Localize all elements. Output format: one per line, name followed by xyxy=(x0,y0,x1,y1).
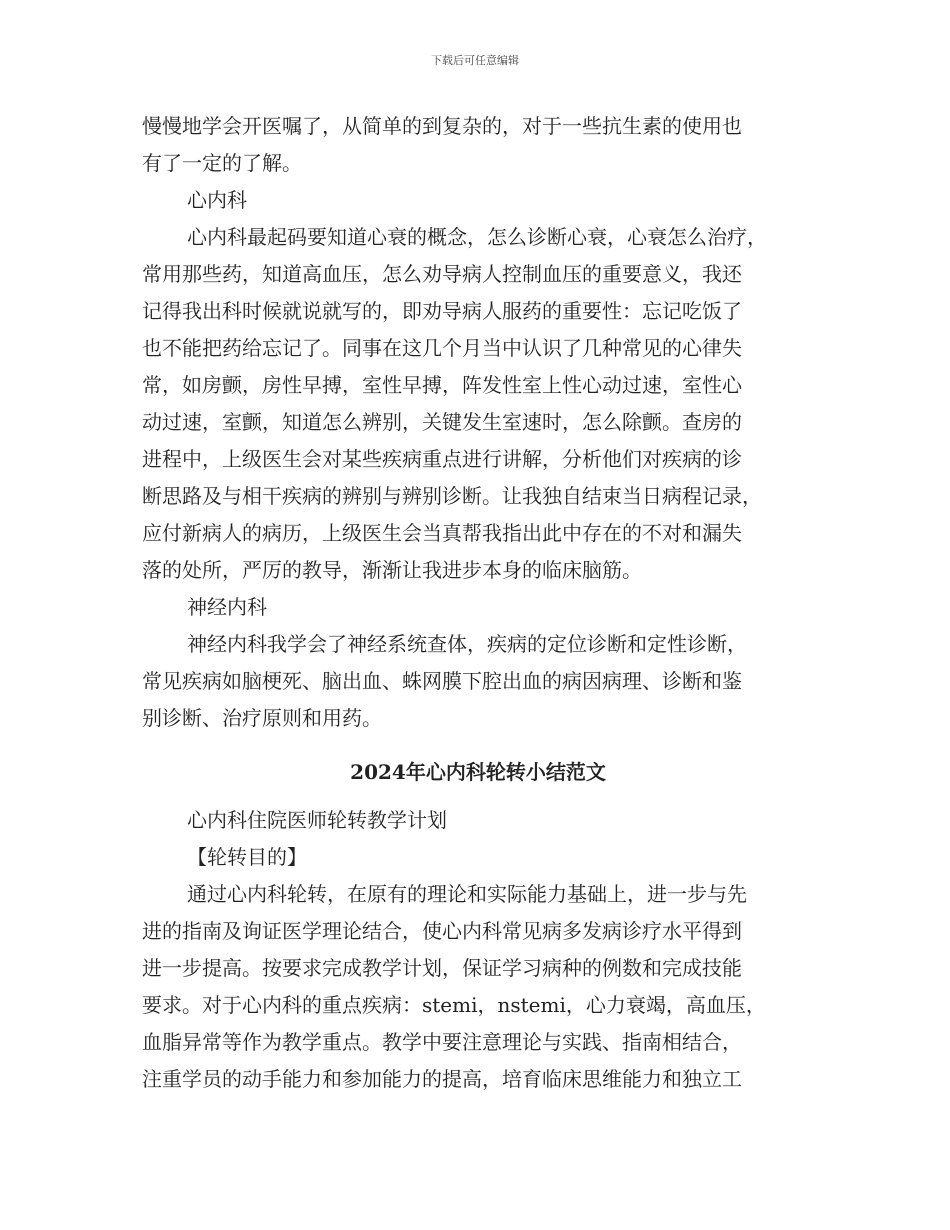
paragraph-neurology xyxy=(142,626,814,737)
text-line: 心内科最起码要知道心衰的概念，怎么诊断心衰，心衰怎么治疗， xyxy=(187,225,767,249)
section-heading-cardiology: 心内科 xyxy=(187,188,247,212)
text-line: 进一步提高。按要求完成教学计划，保证学习病种的例数和完成技能 xyxy=(142,956,742,980)
document-body xyxy=(142,108,814,1098)
text-line: 别诊断、治疗原则和用药。 xyxy=(142,706,382,730)
text-line: 常，如房颤，房性早搏，室性早搏，阵发性室上性心动过速，室性心 xyxy=(142,373,742,397)
document-title: 2024年心内科轮转小结范文 xyxy=(350,760,606,784)
text-line: 注重学员的动手能力和参加能力的提高，培育临床思维能力和独立工 xyxy=(142,1067,742,1091)
text-line: 落的处所，严厉的教导，渐渐让我进步本身的临床脑筋。 xyxy=(142,558,642,582)
text-line: 进程中，上级医生会对某些疾病重点进行讲解，分析他们对疾病的诊 xyxy=(142,447,742,471)
paragraph-goal xyxy=(142,876,814,1098)
text-line: 记得我出科时候就说就写的，即劝导病人服药的重要性：忘记吃饭了 xyxy=(142,299,742,323)
text-line: 神经内科我学会了神经系统查体，疾病的定位诊断和定性诊断， xyxy=(187,632,747,656)
text-line: 应付新病人的病历，上级医生会当真帮我指出此中存在的不对和漏失 xyxy=(142,521,742,545)
text-line: 常用那些药，知道高血压，怎么劝导病人控制血压的重要意义，我还 xyxy=(142,262,742,286)
paragraph-intro xyxy=(142,108,814,182)
text-line: 进的指南及询证医学理论结合，使心内科常见病多发病诊疗水平得到 xyxy=(142,919,742,943)
text-line: 动过速，室颤，知道怎么辨别，关键发生室速时，怎么除颤。查房的 xyxy=(142,410,742,434)
text-line: 通过心内科轮转，在原有的理论和实际能力基础上，进一步与先 xyxy=(187,882,747,906)
plan-subtitle: 心内科住院医师轮转教学计划 xyxy=(187,808,447,832)
paragraph-cardiology xyxy=(142,219,814,589)
goal-heading: 【轮转目的】 xyxy=(187,845,307,869)
text-line: 慢慢地学会开医嘱了，从简单的到复杂的，对于一些抗生素的使用也 xyxy=(142,114,742,138)
text-line: 血脂异常等作为教学重点。教学中要注意理论与实践、指南相结合， xyxy=(142,1030,742,1054)
text-line: 有了一定的了解。 xyxy=(142,151,302,175)
page-header: 下载后可任意编辑 xyxy=(431,54,519,67)
text-line: 常见疾病如脑梗死、脑出血、蛛网膜下腔出血的病因病理、诊断和鉴 xyxy=(142,669,742,693)
text-line: 也不能把药给忘记了。同事在这几个月当中认识了几种常见的心律失 xyxy=(142,336,742,360)
text-line: 要求。对于心内科的重点疾病：stemi，nstemi，心力衰竭，高血压， xyxy=(142,993,766,1017)
text-line: 断思路及与相干疾病的辨别与辨别诊断。让我独自结束当日病程记录， xyxy=(142,484,762,508)
section-heading-neurology: 神经内科 xyxy=(187,595,267,619)
